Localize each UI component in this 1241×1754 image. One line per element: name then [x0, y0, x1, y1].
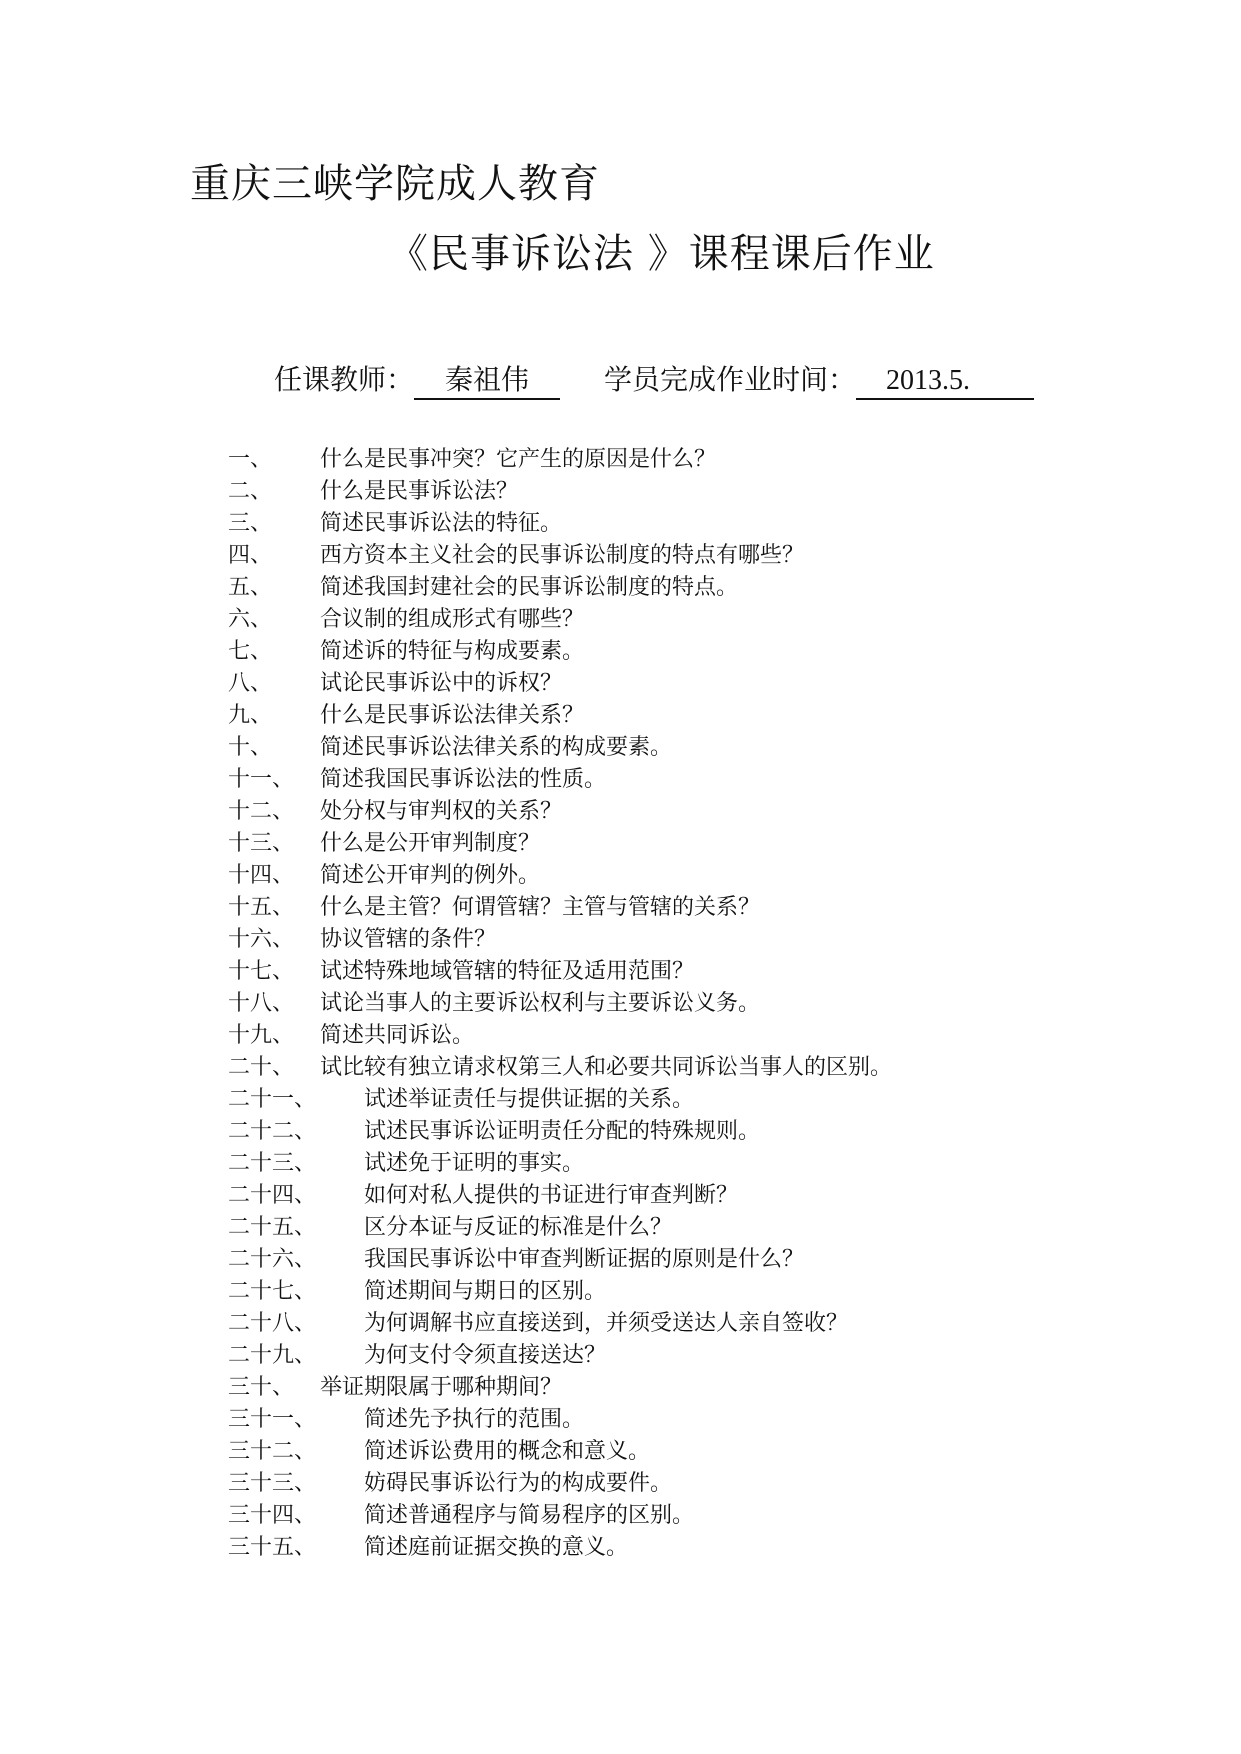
question-text: 试论当事人的主要诉讼权利与主要诉讼义务。	[320, 991, 761, 1016]
question-number: 十一、	[228, 767, 295, 792]
question-text: 妨碍民事诉讼行为的构成要件。	[364, 1471, 673, 1496]
assignment-info	[274, 358, 1034, 400]
question-text: 我国民事诉讼中审查判断证据的原则是什么？	[364, 1247, 805, 1272]
question-item	[228, 1052, 892, 1084]
question-item	[228, 1500, 892, 1532]
question-text: 如何对私人提供的书证进行审查判断？	[364, 1183, 739, 1208]
question-number: 三十二、	[228, 1439, 317, 1464]
question-item	[228, 604, 892, 636]
question-item	[228, 732, 892, 764]
question-item	[228, 636, 892, 668]
question-text: 试述举证责任与提供证据的关系。	[364, 1087, 695, 1112]
question-text: 简述诉讼费用的概念和意义。	[364, 1439, 651, 1464]
question-item	[228, 796, 892, 828]
question-text: 协议管辖的条件？	[320, 927, 497, 952]
question-item	[228, 476, 892, 508]
question-number: 二十七、	[228, 1279, 317, 1304]
question-item	[228, 1244, 892, 1276]
question-item	[228, 988, 892, 1020]
question-text: 处分权与审判权的关系？	[320, 799, 563, 824]
question-text: 什么是民事冲突？它产生的原因是什么？	[320, 447, 717, 472]
question-number: 十八、	[228, 991, 295, 1016]
question-number: 十五、	[228, 895, 295, 920]
deadline-value: 2013.5.	[856, 364, 1034, 400]
question-text: 简述庭前证据交换的意义。	[364, 1535, 629, 1560]
question-text: 区分本证与反证的标准是什么？	[364, 1215, 673, 1240]
question-text: 试述民事诉讼证明责任分配的特殊规则。	[364, 1119, 761, 1144]
question-number: 十七、	[228, 959, 295, 984]
question-item	[228, 956, 892, 988]
question-item	[228, 668, 892, 700]
teacher-name: 秦祖伟	[414, 364, 560, 400]
question-number: 四、	[228, 543, 273, 568]
question-number: 十六、	[228, 927, 295, 952]
question-number: 十四、	[228, 863, 295, 888]
question-number: 二十二、	[228, 1119, 317, 1144]
question-number: 二十九、	[228, 1343, 317, 1368]
question-item	[228, 1212, 892, 1244]
question-number: 二十八、	[228, 1311, 317, 1336]
question-text: 什么是公开审判制度？	[320, 831, 541, 856]
question-text: 简述先予执行的范围。	[364, 1407, 585, 1432]
question-number: 六、	[228, 607, 273, 632]
question-item	[228, 1532, 892, 1564]
question-text: 什么是主管？何谓管辖？主管与管辖的关系？	[320, 895, 761, 920]
question-item	[228, 860, 892, 892]
question-item	[228, 1180, 892, 1212]
question-item	[228, 700, 892, 732]
question-item	[228, 1116, 892, 1148]
question-number: 十三、	[228, 831, 295, 856]
question-number: 三十一、	[228, 1407, 317, 1432]
question-number: 二十一、	[228, 1087, 317, 1112]
question-number: 三十四、	[228, 1503, 317, 1528]
school-title: 重庆三峡学院成人教育	[190, 161, 600, 207]
question-number: 二十三、	[228, 1151, 317, 1176]
question-text: 简述期间与期日的区别。	[364, 1279, 607, 1304]
question-text: 为何支付令须直接送达？	[364, 1343, 607, 1368]
question-item	[228, 764, 892, 796]
question-text: 简述公开审判的例外。	[320, 863, 541, 888]
question-text: 简述民事诉讼法的特征。	[320, 511, 563, 536]
question-text: 合议制的组成形式有哪些？	[320, 607, 585, 632]
teacher-label: 任课教师：	[274, 363, 415, 396]
question-number: 七、	[228, 639, 273, 664]
question-number: 九、	[228, 703, 273, 728]
question-text: 什么是民事诉讼法律关系？	[320, 703, 585, 728]
question-text: 简述共同诉讼。	[320, 1023, 475, 1048]
question-text: 简述我国封建社会的民事诉讼制度的特点。	[320, 575, 739, 600]
question-number: 十九、	[228, 1023, 295, 1048]
question-item	[228, 1020, 892, 1052]
question-list	[228, 444, 892, 1564]
question-item	[228, 828, 892, 860]
question-item	[228, 924, 892, 956]
question-text: 简述民事诉讼法律关系的构成要素。	[320, 735, 673, 760]
question-text: 什么是民事诉讼法？	[320, 479, 519, 504]
question-item	[228, 1276, 892, 1308]
question-item	[228, 572, 892, 604]
question-number: 二十四、	[228, 1183, 317, 1208]
question-text: 举证期限属于哪种期间？	[320, 1375, 563, 1400]
question-item	[228, 1148, 892, 1180]
question-text: 西方资本主义社会的民事诉讼制度的特点有哪些？	[320, 543, 805, 568]
question-item	[228, 540, 892, 572]
question-number: 二十五、	[228, 1215, 317, 1240]
question-item	[228, 1308, 892, 1340]
question-number: 五、	[228, 575, 273, 600]
course-title: 《民事诉讼法 》课程课后作业	[388, 231, 935, 277]
question-number: 三、	[228, 511, 273, 536]
question-text: 简述诉的特征与构成要素。	[320, 639, 585, 664]
question-item	[228, 1436, 892, 1468]
question-item	[228, 508, 892, 540]
question-number: 二十、	[228, 1055, 295, 1080]
question-number: 二十六、	[228, 1247, 317, 1272]
question-item	[228, 1468, 892, 1500]
question-number: 十、	[228, 735, 273, 760]
question-item	[228, 444, 892, 476]
question-item	[228, 1404, 892, 1436]
question-number: 二、	[228, 479, 273, 504]
question-number: 一、	[228, 447, 273, 472]
question-item	[228, 892, 892, 924]
question-text: 试述免于证明的事实。	[364, 1151, 585, 1176]
question-number: 八、	[228, 671, 273, 696]
question-number: 三十、	[228, 1375, 295, 1400]
question-item	[228, 1340, 892, 1372]
question-number: 三十三、	[228, 1471, 317, 1496]
question-text: 简述我国民事诉讼法的性质。	[320, 767, 607, 792]
question-item	[228, 1084, 892, 1116]
question-number: 十二、	[228, 799, 295, 824]
question-text: 简述普通程序与简易程序的区别。	[364, 1503, 695, 1528]
question-text: 试述特殊地域管辖的特征及适用范围？	[320, 959, 695, 984]
question-text: 试论民事诉讼中的诉权？	[320, 671, 563, 696]
question-text: 试比较有独立请求权第三人和必要共同诉讼当事人的区别。	[320, 1055, 893, 1080]
deadline-label: 学员完成作业时间：	[604, 363, 857, 396]
question-text: 为何调解书应直接送到，并须受送达人亲自签收？	[364, 1311, 849, 1336]
question-item	[228, 1372, 892, 1404]
question-number: 三十五、	[228, 1535, 317, 1560]
